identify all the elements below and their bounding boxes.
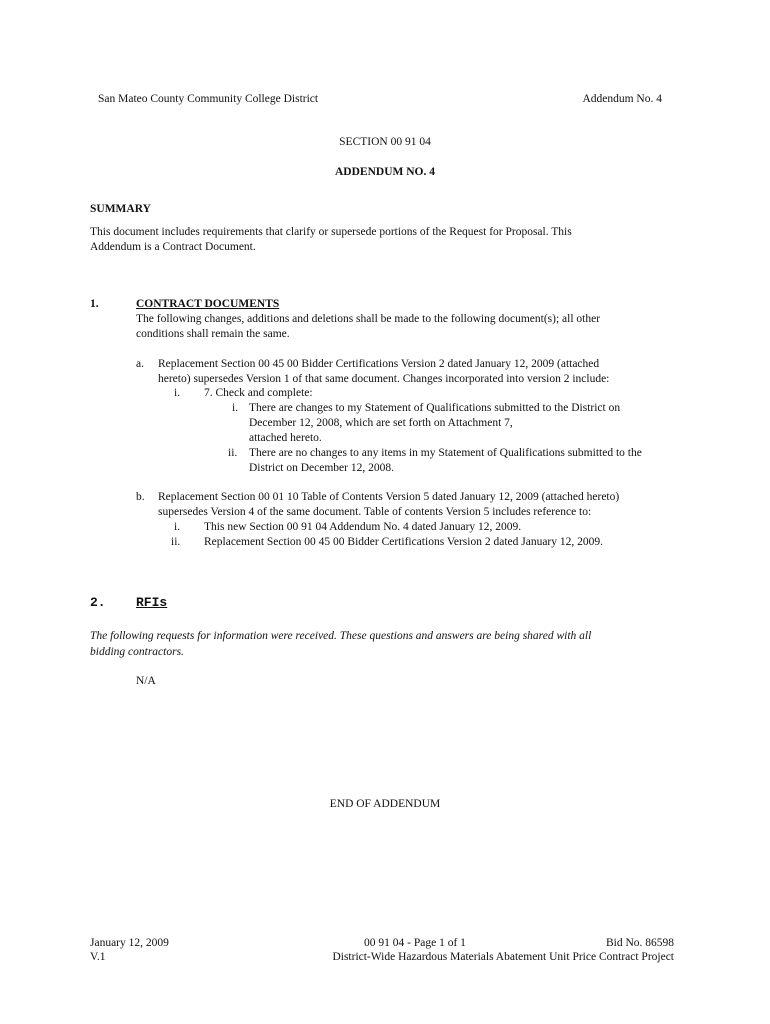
section-1-heading: CONTRACT DOCUMENTS (136, 298, 280, 310)
item-b-sub-text: Replacement Section 00 45 00 Bidder Certifications Version 2 dated January 12, 2009. (204, 536, 604, 548)
nested-item-line: attached hereto. (249, 432, 322, 444)
summary-heading: SUMMARY (90, 203, 151, 215)
summary-line-1: This document includes requirements that clarify or supersede portions of the Request for Proposal. This (90, 226, 572, 238)
section-2-intro-1: The following requests for information were received. These questions and answers are being shared with all (90, 630, 592, 642)
item-a-sub-text: 7. Check and complete: (204, 387, 313, 399)
item-a-line-2: hereto) supersedes Version 1 of that same document. Changes incorporated into version 2 include: (158, 373, 610, 385)
nested-item-line: There are changes to my Statement of Qualifications submitted to the District on (249, 402, 621, 414)
section-2-intro-2: bidding contractors. (90, 646, 184, 658)
nested-item-line: District on December 12, 2008. (249, 462, 394, 474)
section-1-number: 1. (90, 298, 99, 310)
summary-line-2: Addendum is a Contract Document. (90, 241, 256, 253)
addendum-title: ADDENDUM NO. 4 (335, 166, 435, 178)
footer-project: District-Wide Hazardous Materials Abatement Unit Price Contract Project (332, 951, 674, 963)
item-b-sub-text: This new Section 00 91 04 Addendum No. 4 dated January 12, 2009. (204, 521, 522, 533)
footer-page: 00 91 04 - Page 1 of 1 (364, 937, 466, 949)
footer-bid: Bid No. 86598 (605, 937, 674, 949)
section-2-number: 2. (90, 595, 106, 610)
section-1-intro-1: The following changes, additions and deletions shall be made to the following document(s); all other (136, 313, 601, 325)
header-addendum-number: Addendum No. 4 (582, 93, 662, 105)
item-a-sub-marker: i. (174, 387, 181, 399)
footer-version: V.1 (90, 951, 106, 963)
section-2-heading: RFIs (136, 595, 168, 610)
nested-item-line: December 12, 2008, which are set forth on Attachment 7, (249, 417, 513, 429)
header-district: San Mateo County Community College District (98, 93, 319, 105)
item-b-marker: b. (136, 491, 145, 503)
nested-item-line: There are no changes to any items in my Statement of Qualifications submitted to the (249, 447, 642, 459)
footer-date: January 12, 2009 (90, 937, 169, 949)
nested-item-marker: ii. (228, 447, 238, 459)
nested-item-marker: i. (232, 402, 239, 414)
section-2-body: N/A (136, 675, 156, 687)
item-a-marker: a. (136, 358, 144, 370)
section-title: SECTION 00 91 04 (339, 136, 431, 148)
item-b-line-2: supersedes Version 4 of the same document. Table of contents Version 5 includes reference to: (158, 506, 592, 518)
end-of-addendum: END OF ADDENDUM (329, 798, 441, 810)
item-b-sub-marker: i. (174, 521, 181, 533)
item-b-sub-marker: ii. (171, 536, 181, 548)
item-a-line-1: Replacement Section 00 45 00 Bidder Certifications Version 2 dated January 12, 2009 (attached (158, 358, 600, 370)
item-b-line-1: Replacement Section 00 01 10 Table of Contents Version 5 dated January 12, 2009 (attached hereto) (158, 491, 620, 503)
section-1-intro-2: conditions shall remain the same. (136, 328, 290, 340)
